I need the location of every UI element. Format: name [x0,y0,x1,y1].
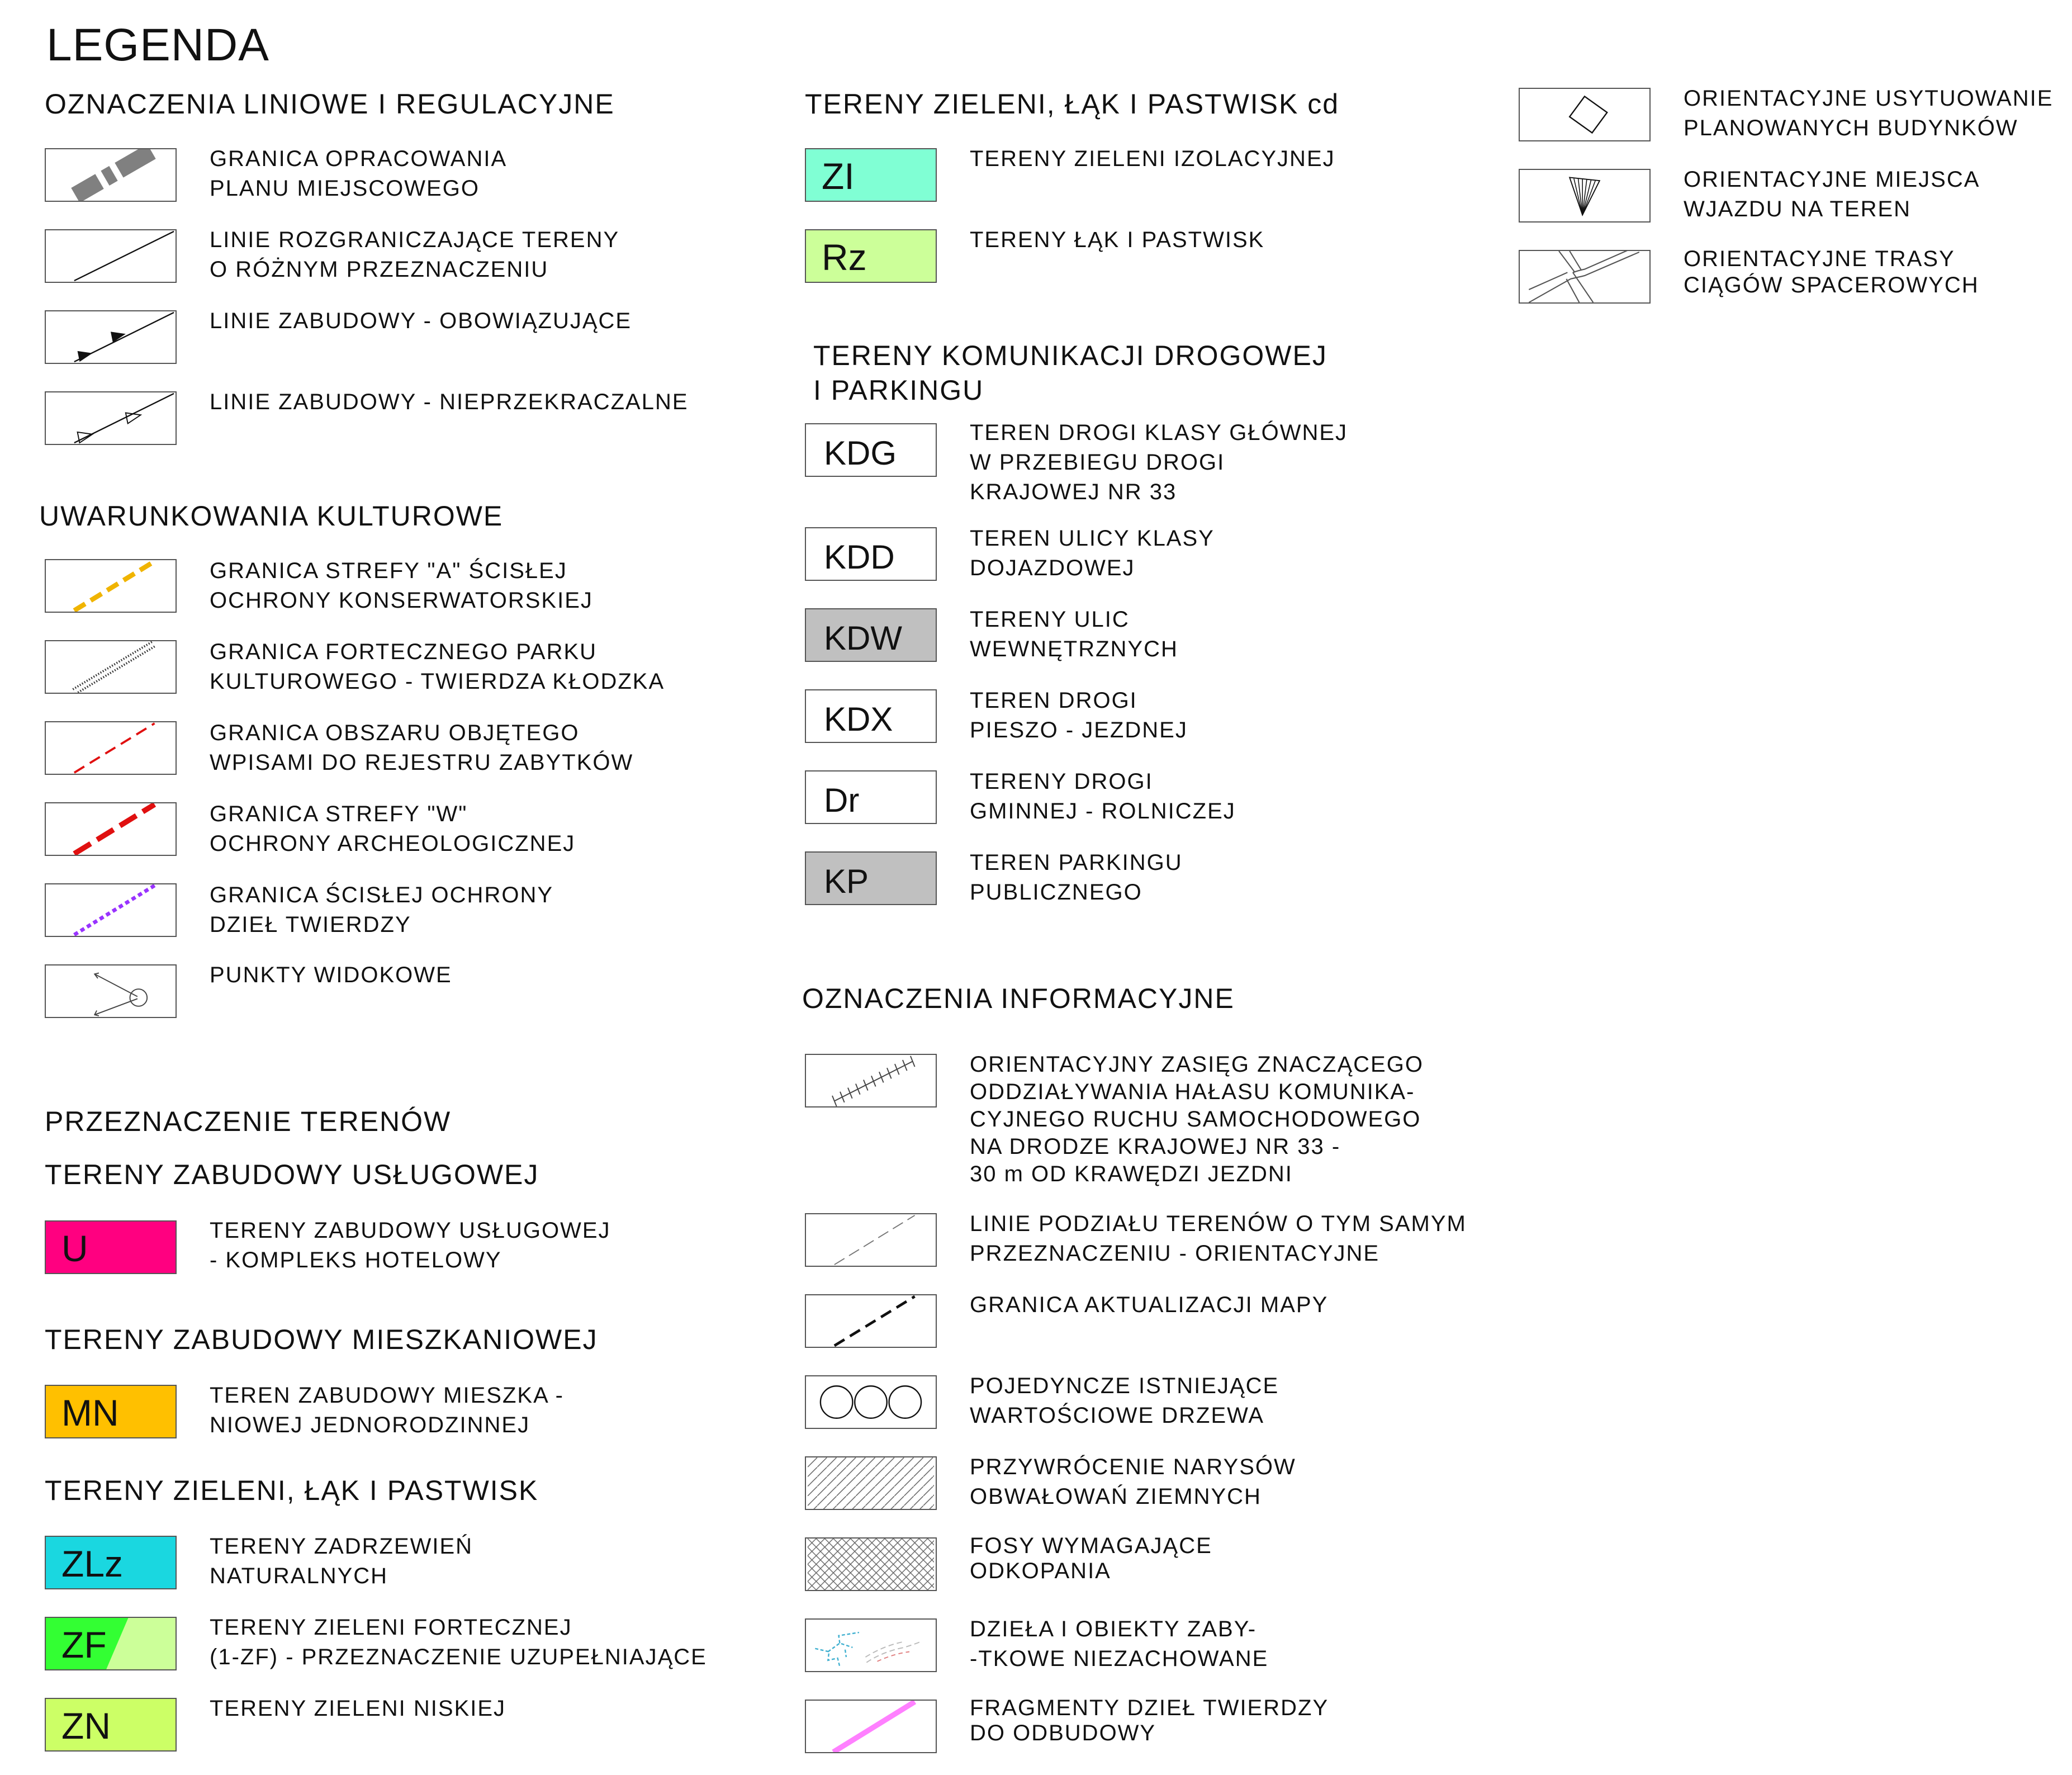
heading-land-purpose: PRZEZNACZENIE TERENÓW [45,1106,452,1137]
desc-planned-buildings: ORIENTACYJNE USYTUOWANIE PLANOWANYCH BUDYNKÓW [1684,86,2054,140]
code-box-zf [45,1617,177,1670]
desc-zi: TERENY ZIELENI IZOLACYJNEJ [970,146,1335,171]
desc-map-update-boundary: GRANICA AKTUALIZACJI MAPY [970,1293,1329,1317]
desc-dr: TERENY DROGI GMINNEJ - ROLNICZEJ [970,769,1236,823]
desc-kdg: TEREN DROGI KLASY GŁÓWNEJ W PRZEBIEGU DROGI KRAJOWEJ NR 33 [970,420,1348,504]
code-box-kdx [805,689,937,743]
desc-kdd: TEREN ULICY KLASY DOJAZDOWEJ [970,526,1215,580]
desc-monument-register-boundary: GRANICA OBSZARU OBJĘTEGO WPISAMI DO REJESTRU ZABYTKÓW [210,721,634,775]
code-box-dr [805,770,937,824]
desc-kp: TEREN PARKINGU PUBLICZNEGO [970,850,1183,905]
desc-plan-boundary: GRANICA OPRACOWANIA PLANU MIEJSCOWEGO [210,146,508,201]
code-box-kdg [805,423,937,477]
heading-linear-markings: OZNACZENIA LINIOWE I REGULACYJNE [45,88,615,120]
code-box-kp [805,851,937,905]
desc-max-building-line: LINIE ZABUDOWY - NIEPRZEKRACZALNE [210,390,689,414]
heading-green-areas-cd: TERENY ZIELENI, ŁĄK I PASTWISK cd [805,88,1340,120]
desc-fortress-rebuild: FRAGMENTY DZIEŁ TWIERDZY DO ODBUDOWY [970,1696,1329,1745]
heading-service-development: TERENY ZABUDOWY USŁUGOWEJ [45,1159,539,1190]
desc-viewpoint: PUNKTY WIDOKOWE [210,963,452,987]
symbol-site-entrance [1519,169,1651,223]
desc-zf: TERENY ZIELENI FORTECZNEJ (1-ZF) - PRZEZNACZENIE UZUPEŁNIAJĄCE [210,1615,707,1669]
desc-u: TERENY ZABUDOWY USŁUGOWEJ - KOMPLEKS HOTELOWY [210,1218,611,1272]
heading-road-transport: TERENY KOMUNIKACJI DROGOWEJ I PARKINGU [813,340,1327,406]
code-box-u [45,1220,177,1274]
legend-title: LEGENDA [46,20,269,70]
code-label-zf: ZF [61,1624,107,1665]
symbol-lost-monuments [805,1618,937,1672]
symbol-fortress-protection-boundary [45,883,177,937]
code-label-dr: Dr [824,782,860,819]
code-label-kdw: KDW [824,619,902,657]
code-box-zi [805,148,937,202]
symbol-plan-boundary [45,148,177,202]
heading-informational-markings: OZNACZENIA INFORMACYJNE [802,983,1235,1014]
code-label-u: U [61,1228,88,1269]
code-label-kdg: KDG [824,434,897,472]
desc-kdx: TEREN DROGI PIESZO - JEZDNEJ [970,688,1188,742]
desc-valuable-trees: POJEDYNCZE ISTNIEJĄCE WARTOŚCIOWE DRZEWA [970,1374,1279,1428]
symbol-mandatory-building-line [45,310,177,364]
desc-noise-range: ORIENTACYJNY ZASIĘG ZNACZĄCEGO ODDZIAŁYWANIA HAŁASU KOMUNIKA- CYJNEGO RUCHU SAMOCHODOWEGO NA DRODZE KRAJOWEJ NR 33 - 30 m OD KRAWĘDZI JEZDNI [970,1052,1424,1186]
code-label-zlz: ZLz [61,1543,124,1584]
code-box-kdw [805,608,937,662]
desc-mn: TEREN ZABUDOWY MIESZKA - NIOWEJ JEDNORODZINNEJ [210,1383,564,1437]
symbol-viewpoint [45,964,177,1018]
desc-site-entrance: ORIENTACYJNE MIEJSCA WJAZDU NA TEREN [1684,167,1980,221]
code-box-kdd [805,527,937,581]
desc-zone-w-boundary: GRANICA STREFY "W" OCHRONY ARCHEOLOGICZNEJ [210,802,576,856]
desc-fortress-protection-boundary: GRANICA ŚCISŁEJ OCHRONY DZIEŁ TWIERDZY [210,883,554,937]
symbol-demarcation-line [45,229,177,283]
heading-cultural-conditions: UWARUNKOWANIA KULTUROWE [39,500,504,532]
heading-residential-development: TERENY ZABUDOWY MIESZKANIOWEJ [45,1324,598,1355]
code-label-zi: ZI [822,155,855,197]
desc-zlz: TERENY ZADRZEWIEŃ NATURALNYCH [210,1534,473,1588]
desc-demarcation-line: LINIE ROZGRANICZAJĄCE TERENY O RÓŻNYM PRZEZNACZENIU [210,228,620,282]
code-label-kp: KP [824,863,869,900]
symbol-earthwork-restoration [805,1456,937,1510]
desc-zn: TERENY ZIELENI NISKIEJ [210,1696,506,1721]
desc-division-line: LINIE PODZIAŁU TERENÓW O TYM SAMYM PRZEZNACZENIU - ORIENTACYJNE [970,1211,1467,1266]
desc-mandatory-building-line: LINIE ZABUDOWY - OBOWIĄZUJĄCE [210,309,632,333]
symbol-noise-range [805,1054,937,1107]
desc-fortress-park-boundary: GRANICA FORTECZNEGO PARKU KULTUROWEGO - TWIERDZA KŁODZKA [210,640,665,694]
code-label-mn: MN [61,1392,119,1433]
code-box-mn [45,1385,177,1438]
symbol-division-line [805,1213,937,1267]
symbol-planned-buildings [1519,88,1651,141]
code-label-rz: Rz [822,236,867,278]
symbol-zone-w-boundary [45,802,177,856]
desc-kdw: TERENY ULIC WEWNĘTRZNYCH [970,607,1178,661]
code-box-rz [805,229,937,283]
symbol-moats-excavation [805,1537,937,1591]
heading-green-areas: TERENY ZIELENI, ŁĄK I PASTWISK [45,1475,539,1506]
desc-walking-routes: ORIENTACYJNE TRASY CIĄGÓW SPACEROWYCH [1684,247,1979,297]
symbol-map-update-boundary [805,1294,937,1348]
desc-moats-excavation: FOSY WYMAGAJĄCE ODKOPANIA [970,1533,1212,1583]
symbol-zone-a-boundary [45,559,177,613]
code-box-zlz [45,1536,177,1589]
code-label-kdx: KDX [824,700,893,738]
desc-zone-a-boundary: GRANICA STREFY "A" ŚCISŁEJ OCHRONY KONSERWATORSKIEJ [210,558,593,613]
symbol-fortress-rebuild [805,1700,937,1753]
code-box-zn [45,1698,177,1752]
code-label-zn: ZN [61,1705,111,1746]
symbol-walking-routes [1519,250,1651,304]
desc-earthwork-restoration: PRZYWRÓCENIE NARYSÓW OBWAŁOWAŃ ZIEMNYCH [970,1455,1296,1509]
symbol-fortress-park-boundary [45,640,177,694]
symbol-max-building-line [45,391,177,445]
code-label-kdd: KDD [824,538,895,576]
symbol-valuable-trees [805,1375,937,1429]
desc-rz: TERENY ŁĄK I PASTWISK [970,228,1265,252]
symbol-monument-register-boundary [45,721,177,775]
desc-lost-monuments: DZIEŁA I OBIEKTY ZABY- -TKOWE NIEZACHOWANE [970,1617,1269,1671]
